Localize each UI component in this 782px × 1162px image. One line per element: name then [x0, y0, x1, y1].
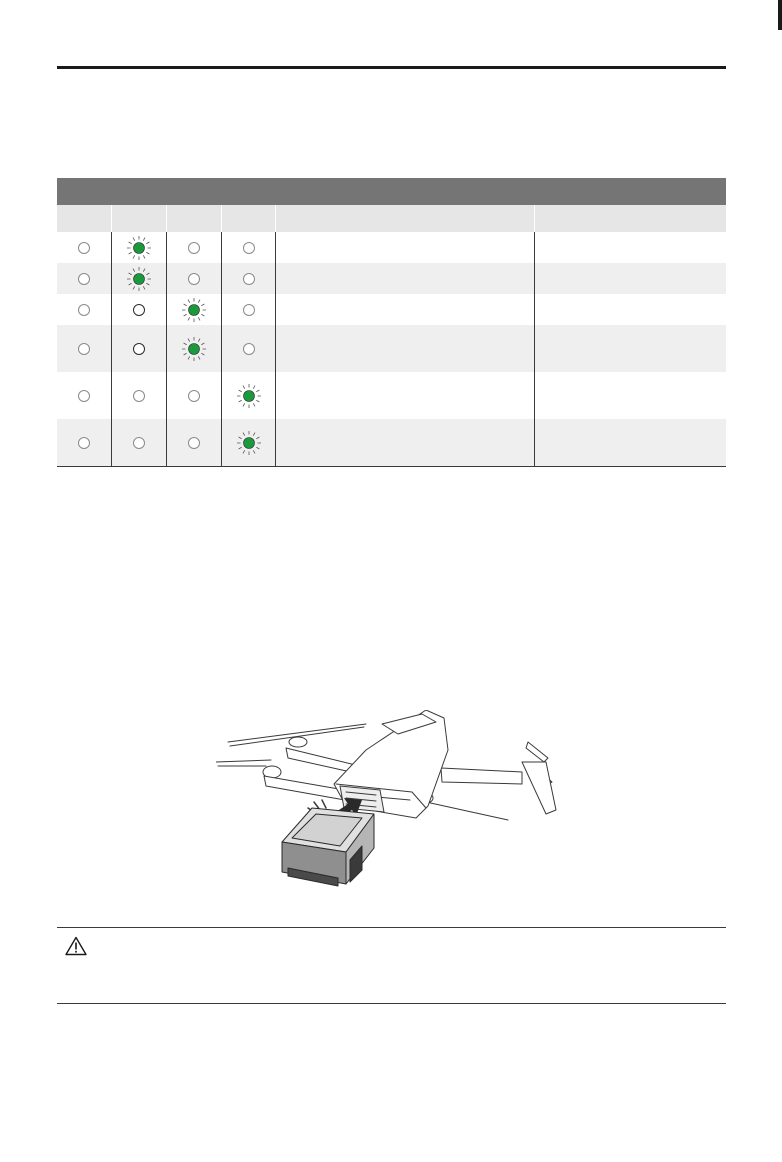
led-blinking-green-icon — [235, 429, 263, 457]
led-cell — [222, 419, 276, 466]
header-led4 — [222, 205, 276, 232]
caution-box — [57, 927, 726, 1004]
led-off-icon — [188, 242, 200, 254]
pattern-cell — [276, 325, 535, 372]
led-cell — [112, 325, 167, 372]
led-off-icon — [78, 273, 90, 285]
led-off-icon — [188, 437, 200, 449]
table-header-row — [57, 205, 726, 232]
header-led2 — [112, 205, 167, 232]
led-cell — [167, 232, 222, 263]
header-led1 — [57, 205, 112, 232]
table-bottom-rule — [57, 466, 726, 467]
table-title-bar — [57, 178, 726, 205]
led-cell — [57, 372, 112, 419]
led-off-icon — [133, 437, 145, 449]
status-cell — [535, 263, 726, 294]
led-cell — [112, 294, 167, 325]
drone-battery-insertion-illustration — [216, 710, 576, 898]
led-off-icon — [78, 304, 90, 316]
led-cell — [112, 372, 167, 419]
table-row — [57, 419, 726, 466]
led-off-icon — [78, 343, 90, 355]
led-cell — [222, 232, 276, 263]
led-off-icon — [188, 273, 200, 285]
led-off-icon — [243, 273, 255, 285]
led-cell — [167, 372, 222, 419]
led-cell — [222, 372, 276, 419]
header-led3 — [167, 205, 222, 232]
led-blinking-green-icon — [235, 382, 263, 410]
led-cell — [57, 263, 112, 294]
table-row — [57, 294, 726, 325]
led-off-icon — [133, 343, 145, 355]
table-row — [57, 372, 726, 419]
warning-triangle-icon — [65, 936, 87, 956]
led-cell — [112, 419, 167, 466]
led-off-icon — [78, 390, 90, 402]
status-cell — [535, 325, 726, 372]
table-row — [57, 325, 726, 372]
led-off-icon — [243, 343, 255, 355]
led-cell — [167, 419, 222, 466]
table-row — [57, 263, 726, 294]
led-off-icon — [133, 390, 145, 402]
led-off-icon — [188, 390, 200, 402]
led-cell — [167, 294, 222, 325]
page-edge-tab — [778, 0, 782, 30]
led-cell — [57, 294, 112, 325]
led-off-icon — [78, 242, 90, 254]
led-off-icon — [243, 242, 255, 254]
led-cell — [57, 419, 112, 466]
battery-led-table — [57, 178, 726, 467]
pattern-cell — [276, 232, 535, 263]
led-cell — [112, 263, 167, 294]
led-blinking-green-icon — [125, 265, 153, 293]
led-cell — [222, 294, 276, 325]
led-cell — [57, 232, 112, 263]
header-status — [535, 205, 726, 232]
table-body — [57, 232, 726, 466]
led-blinking-green-icon — [180, 296, 208, 324]
status-cell — [535, 232, 726, 263]
status-cell — [535, 419, 726, 466]
led-off-icon — [78, 437, 90, 449]
status-cell — [535, 372, 726, 419]
pattern-cell — [276, 294, 535, 325]
led-cell — [57, 325, 112, 372]
table-row — [57, 232, 726, 263]
status-cell — [535, 294, 726, 325]
header-pattern — [276, 205, 535, 232]
led-off-icon — [133, 304, 145, 316]
pattern-cell — [276, 419, 535, 466]
pattern-cell — [276, 372, 535, 419]
header-rule — [57, 66, 726, 69]
led-cell — [112, 232, 167, 263]
led-off-icon — [243, 304, 255, 316]
led-cell — [167, 263, 222, 294]
led-blinking-green-icon — [180, 335, 208, 363]
pattern-cell — [276, 263, 535, 294]
led-blinking-green-icon — [125, 234, 153, 262]
led-cell — [222, 325, 276, 372]
led-cell — [222, 263, 276, 294]
led-cell — [167, 325, 222, 372]
